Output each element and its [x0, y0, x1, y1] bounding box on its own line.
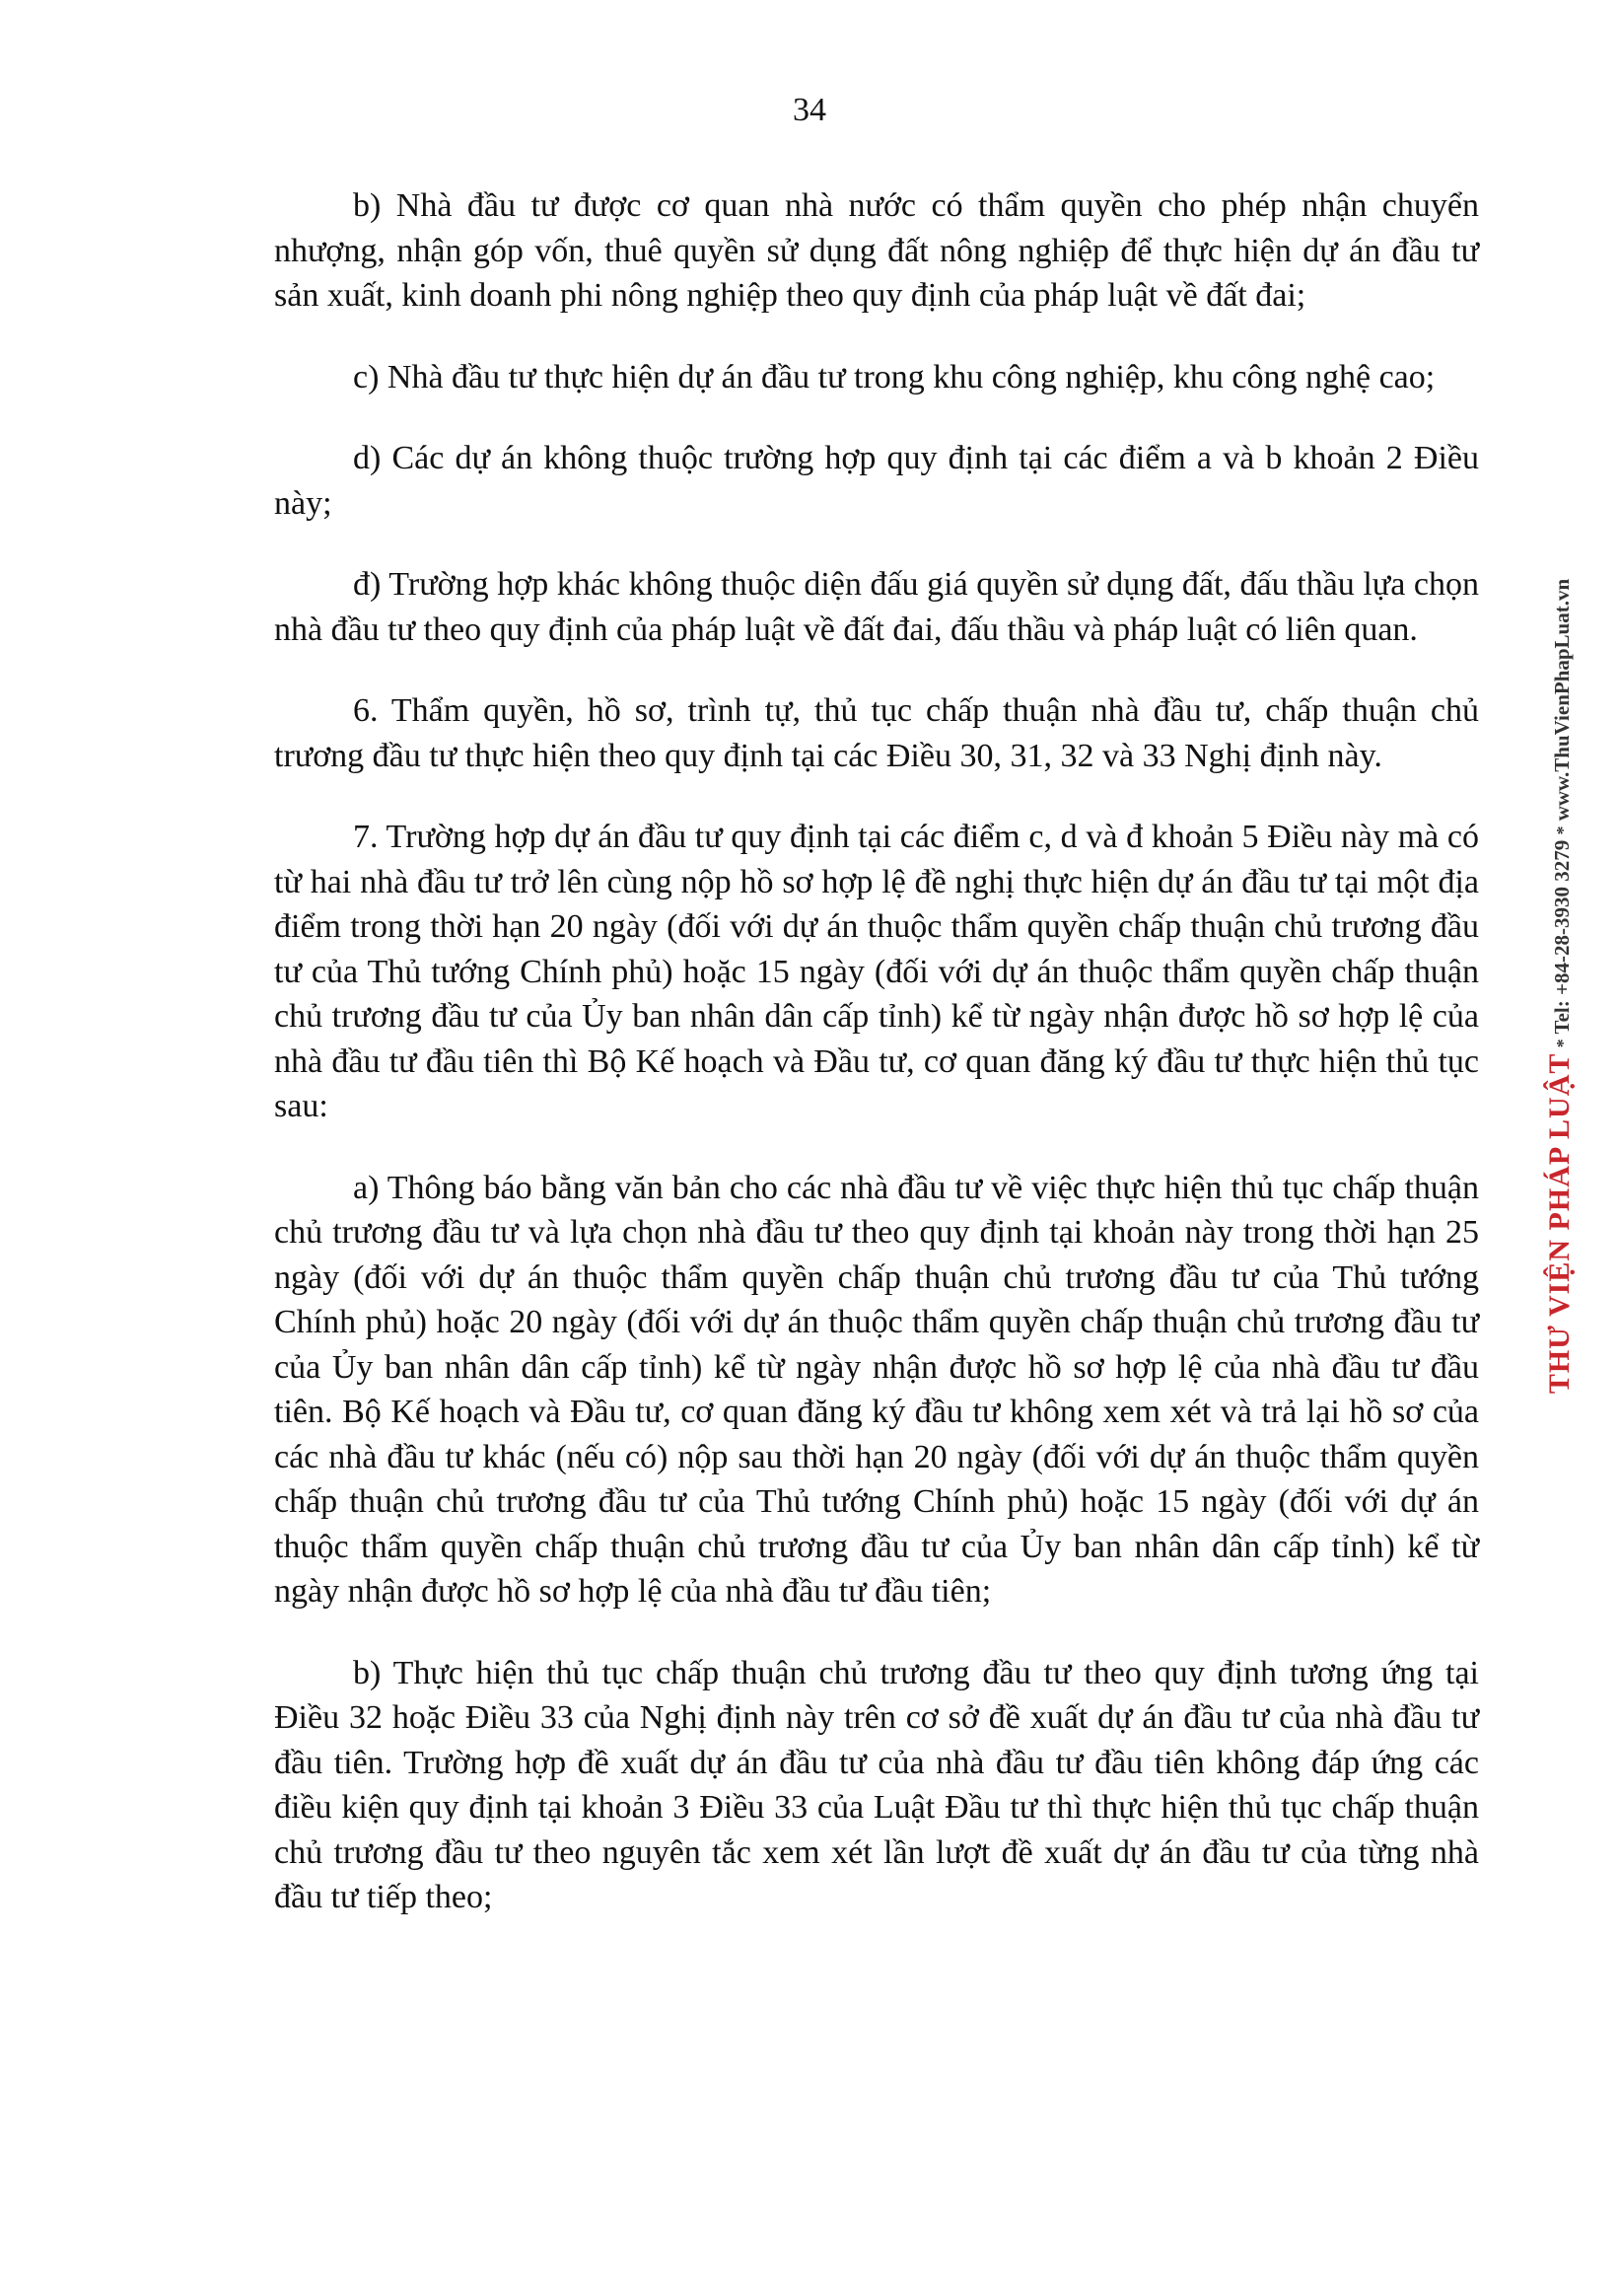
- watermark-url: www.ThuVienPhapLuat.vn: [1550, 578, 1574, 822]
- watermark-brand: THƯ VIỆN PHÁP LUẬT: [1543, 1052, 1576, 1395]
- paragraph-clause-7-point-b: b) Thực hiện thủ tục chấp thuận chủ trương đầu tư theo quy định tương ứng tại Điều 32 hoặc Điều 33 của Nghị định này trên cơ sở đề xuất dự án đầu tư của nhà đầu tư đầu tiên. Trường hợp đề xuất dự án đầu tư của nhà đầu tư đầu tiên không đáp ứng các điều kiện quy định tại khoản 3 Điều 33 của Luật Đầu tư thì thực hiện thủ tục chấp thuận chủ trương đầu tư theo nguyên tắc xem xét lần lượt đề xuất dự án đầu tư của từng nhà đầu tư tiếp theo;: [274, 1654, 1479, 1915]
- paragraph-clause-7: 7. Trường hợp dự án đầu tư quy định tại các điểm c, d và đ khoản 5 Điều này mà có từ hai nhà đầu tư trở lên cùng nộp hồ sơ hợp lệ đề nghị thực hiện dự án đầu tư tại một địa điểm trong thời hạn 20 ngày (đối với dự án thuộc thẩm quyền chấp thuận chủ trương đầu tư của Thủ tướng Chính phủ) hoặc 15 ngày (đối với dự án thuộc thẩm quyền chấp thuận chủ trương đầu tư của Ủy ban nhân dân cấp tỉnh) kể từ ngày nhận được hồ sơ hợp lệ của nhà đầu tư đầu tiên thì Bộ Kế hoạch và Đầu tư, cơ quan đăng ký đầu tư thực hiện thủ tục sau:: [274, 819, 1479, 1124]
- paragraph-clause-7-point-a: a) Thông báo bằng văn bản cho các nhà đầu tư về việc thực hiện thủ tục chấp thuận chủ trương đầu tư và lựa chọn nhà đầu tư theo quy định tại khoản này trong thời hạn 25 ngày (đối với dự án thuộc thẩm quyền chấp thuận chủ trương đầu tư của Thủ tướng Chính phủ) hoặc 20 ngày (đối với dự án thuộc thẩm quyền chấp thuận chủ trương đầu tư của Ủy ban nhân dân cấp tỉnh) kể từ ngày nhận được hồ sơ hợp lệ của nhà đầu tư đầu tiên. Bộ Kế hoạch và Đầu tư, cơ quan đăng ký đầu tư không xem xét và trả lại hồ sơ của các nhà đầu tư khác (nếu có) nộp sau thời hạn 20 ngày (đối với dự án thuộc thẩm quyền chấp thuận chủ trương đầu tư của Thủ tướng Chính phủ) hoặc 15 ngày (đối với dự án thuộc thẩm quyền chấp thuận chủ trương đầu tư của Ủy ban nhân dân cấp tỉnh) kể từ ngày nhận được hồ sơ hợp lệ của nhà đầu tư đầu tiên;: [274, 1169, 1479, 1610]
- paragraph-point-c: c) Nhà đầu tư thực hiện dự án đầu tư trong khu công nghiệp, khu công nghệ cao;: [353, 358, 1436, 395]
- paragraph-clause-6: 6. Thẩm quyền, hồ sơ, trình tự, thủ tục chấp thuận nhà đầu tư, chấp thuận chủ trương đầu tư thực hiện theo quy định tại các Điều 30, 31, 32 và 33 Nghị định này.: [274, 692, 1479, 774]
- paragraph-point-b: b) Nhà đầu tư được cơ quan nhà nước có thẩm quyền cho phép nhận chuyển nhượng, nhận góp vốn, thuê quyền sử dụng đất nông nghiệp để thực hiện dự án đầu tư sản xuất, kinh doanh phi nông nghiệp theo quy định của pháp luật về đất đai;: [274, 187, 1479, 314]
- page-number: 34: [793, 92, 826, 128]
- watermark-phone: Tel: +84-28-3930 3279: [1550, 839, 1574, 1035]
- side-watermark: [1530, 513, 1589, 1460]
- watermark-separator: *: [1553, 1039, 1573, 1048]
- paragraph-point-dd: đ) Trường hợp khác không thuộc diện đấu giá quyền sử dụng đất, đấu thầu lựa chọn nhà đầu tư theo quy định của pháp luật về đất đai, đấu thầu và pháp luật có liên quan.: [274, 566, 1479, 648]
- paragraph-point-d: d) Các dự án không thuộc trường hợp quy định tại các điểm a và b khoản 2 Điều này;: [274, 440, 1479, 522]
- document-body: [274, 183, 1479, 1957]
- watermark-separator: *: [1553, 825, 1573, 835]
